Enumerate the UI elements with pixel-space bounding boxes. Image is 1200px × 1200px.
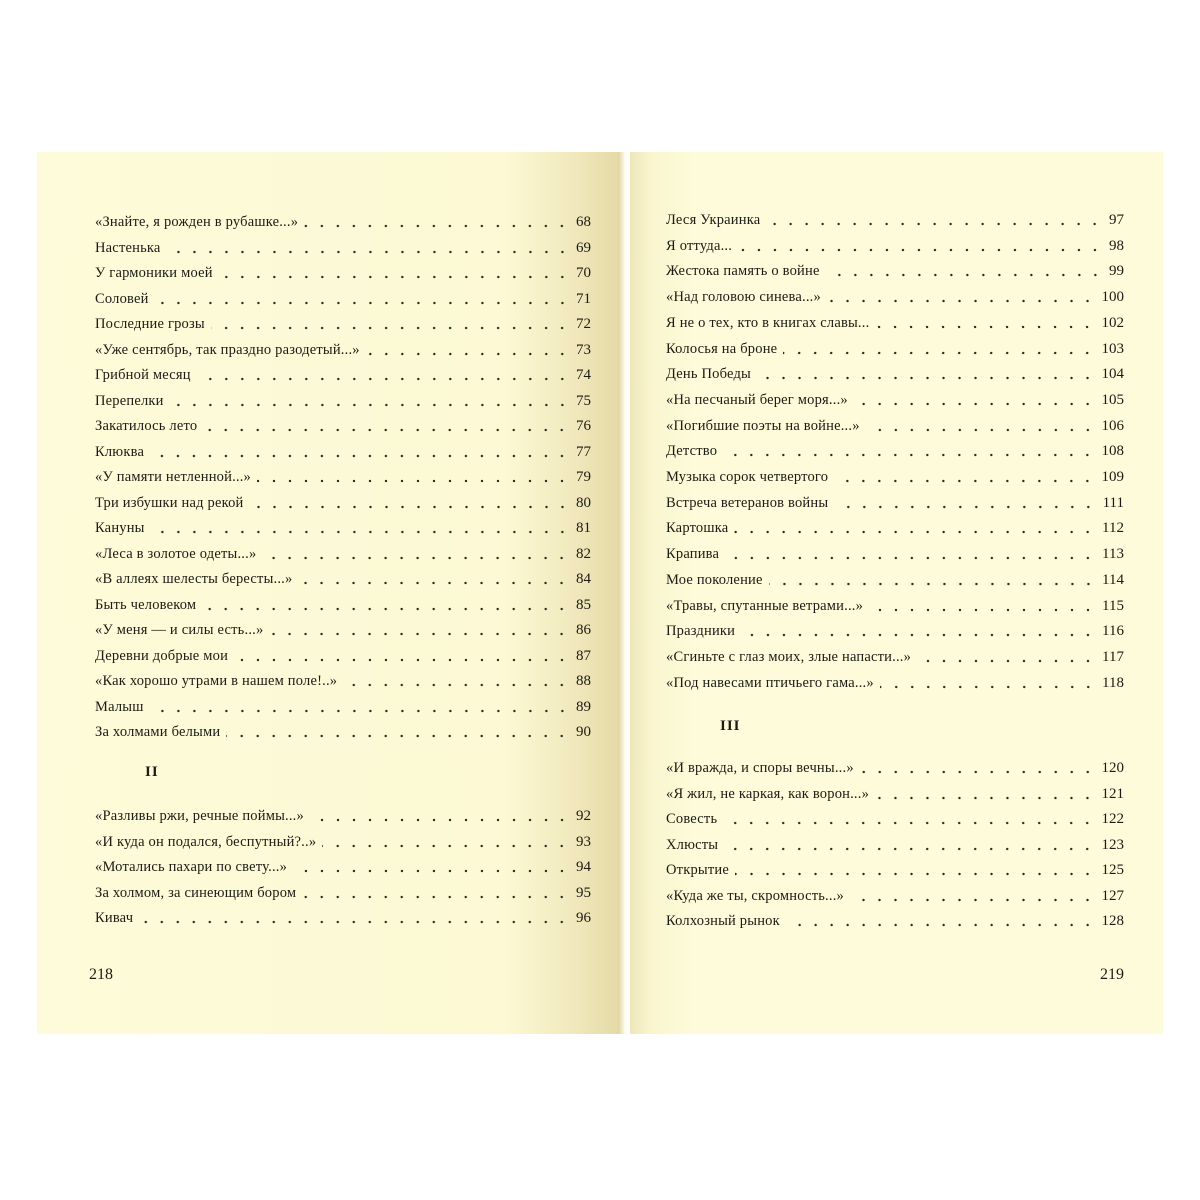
toc-entry [666, 911, 1124, 931]
toc-entry [666, 544, 1124, 564]
toc-entry-page-number: 97 [1109, 212, 1124, 228]
toc-entry-page-number: 127 [1101, 887, 1124, 904]
toc-entry [95, 263, 591, 283]
toc-entry-page-number: 116 [1102, 623, 1124, 640]
toc-entry-title: Колосья на броне [666, 340, 778, 357]
toc-entry [666, 467, 1124, 487]
dot-leader [917, 659, 1096, 663]
toc-entry-page-number: 111 [1102, 494, 1124, 511]
toc-entry-title: Кануны [95, 520, 145, 536]
toc-entry-page-number: 125 [1101, 862, 1124, 878]
section-heading-ii: II [145, 764, 159, 780]
dot-leader [219, 275, 570, 279]
toc-entry-title: Картошка [666, 520, 729, 537]
dot-leader [155, 301, 570, 305]
toc-entry-title: Леся Украинка [666, 212, 761, 228]
toc-entry-page-number: 94 [576, 859, 591, 875]
toc-entry-title: Хлюсты [666, 836, 719, 853]
toc-entry [95, 391, 591, 411]
toc-entry-page-number: 118 [1102, 674, 1124, 691]
toc-entry [666, 339, 1124, 359]
toc-entry-page-number: 117 [1102, 648, 1124, 665]
toc-entry-page-number: 71 [576, 290, 591, 307]
toc-entry-page-number: 103 [1101, 340, 1124, 357]
dot-leader [757, 376, 1096, 380]
dot-leader [850, 898, 1096, 902]
toc-entry-page-number: 121 [1101, 785, 1124, 802]
toc-entry-page-number: 122 [1101, 811, 1124, 827]
toc-entry-page-number: 128 [1101, 913, 1124, 929]
toc-entry [95, 442, 591, 462]
toc-entry [666, 518, 1124, 538]
toc-entry [95, 416, 591, 436]
toc-entry [95, 365, 591, 385]
toc-entry-title: Встреча ветеранов войны [666, 494, 829, 511]
toc-entry [666, 621, 1124, 641]
toc-entry-title: Музыка сорок четвертого [666, 469, 829, 485]
dot-leader [869, 608, 1096, 612]
toc-entry-page-number: 72 [576, 316, 591, 332]
toc-entry-page-number: 74 [576, 367, 591, 383]
toc-entry [666, 758, 1124, 778]
toc-entry-title: Детство [666, 443, 718, 460]
toc-entry-page-number: 85 [576, 596, 591, 613]
dot-leader [304, 224, 570, 228]
dot-leader [226, 734, 570, 738]
toc-entry-page-number: 98 [1109, 237, 1124, 254]
toc-entry-page-number: 75 [576, 392, 591, 409]
toc-entry [666, 809, 1124, 829]
toc-entry [95, 697, 591, 717]
toc-entry-title: «Уже сентябрь, так праздно разодетый...» [95, 341, 360, 358]
toc-entry [95, 908, 591, 928]
toc-entry [666, 287, 1124, 307]
dot-leader [234, 658, 570, 662]
toc-entry [95, 806, 591, 826]
toc-entry-title: «В аллеях шелесты бересты...» [95, 571, 293, 587]
page-number-left: 218 [89, 966, 113, 983]
toc-entry-title: Настенька [95, 239, 161, 256]
toc-entry-page-number: 102 [1101, 314, 1124, 331]
toc-entry [95, 722, 591, 742]
toc-entry [666, 860, 1124, 880]
dot-leader [150, 709, 570, 713]
toc-entry [95, 620, 591, 640]
dot-leader [150, 454, 570, 458]
toc-entry-title: «Травы, спутанные ветрами...» [666, 597, 864, 614]
toc-entry [666, 390, 1124, 410]
toc-entry-title: «Над головою синева...» [666, 289, 821, 306]
toc-entry-title: «И вражда, и споры вечны...» [666, 760, 854, 776]
toc-entry-title: За холмами белыми [95, 724, 221, 740]
toc-entry [95, 493, 591, 513]
toc-entry-title: «У меня — и силы есть...» [95, 622, 264, 638]
toc-entry-page-number: 109 [1101, 469, 1124, 485]
toc-entry-page-number: 99 [1109, 263, 1124, 280]
section-heading-iii: III [720, 718, 741, 734]
toc-entry [666, 673, 1124, 693]
toc-entry [95, 340, 591, 360]
toc-entry [666, 570, 1124, 590]
dot-leader [786, 923, 1096, 927]
toc-entry-page-number: 113 [1102, 546, 1124, 563]
dot-leader [151, 530, 570, 534]
toc-entry [666, 261, 1124, 281]
toc-entry-page-number: 90 [576, 724, 591, 740]
toc-entry [95, 569, 591, 589]
toc-entry-title: Совесть [666, 811, 718, 827]
toc-entry [95, 646, 591, 666]
dot-leader [298, 581, 570, 585]
toc-entry-title: «Как хорошо утрами в нашем поле!..» [95, 673, 338, 689]
dot-leader [827, 299, 1096, 303]
toc-entry-page-number: 92 [576, 808, 591, 824]
dot-leader [738, 248, 1103, 252]
dot-leader [203, 428, 570, 432]
toc-entry-title: «Сгиньте с глаз моих, злые напасти...» [666, 648, 912, 665]
toc-entry-page-number: 84 [576, 571, 591, 587]
toc-entry-title: «Мотались пахари по свету...» [95, 859, 288, 875]
toc-entry-page-number: 70 [576, 265, 591, 281]
right-page [630, 152, 1163, 1034]
dot-leader [866, 428, 1096, 432]
toc-entry-title: Открытие [666, 862, 729, 878]
dot-leader [322, 844, 570, 848]
dot-leader [257, 479, 570, 483]
toc-entry-title: Праздники [666, 623, 736, 640]
toc-entry-title: «Леса в золотое одеты...» [95, 545, 257, 562]
toc-entry-page-number: 87 [576, 647, 591, 664]
dot-leader [723, 453, 1095, 457]
dot-leader [197, 377, 570, 381]
toc-entry [666, 236, 1124, 256]
toc-entry-title: «Под навесами птичьего гама...» [666, 674, 874, 691]
toc-entry-title: Жестока память о войне [666, 263, 820, 280]
dot-leader [170, 403, 570, 407]
toc-entry [666, 784, 1124, 804]
toc-entry-page-number: 86 [576, 622, 591, 638]
dot-leader [875, 325, 1095, 329]
toc-entry-title: Перепелки [95, 392, 164, 409]
toc-entry-page-number: 88 [576, 673, 591, 689]
toc-entry-title: «Знайте, я рожден в рубашке...» [95, 214, 299, 230]
toc-entry [666, 210, 1124, 230]
toc-entry-title: «Погибшие поэты на войне...» [666, 417, 860, 434]
toc-entry [95, 314, 591, 334]
toc-entry-page-number: 100 [1101, 289, 1124, 306]
toc-entry-page-number: 114 [1102, 571, 1124, 588]
toc-entry [95, 595, 591, 615]
toc-entry-page-number: 112 [1102, 520, 1124, 537]
toc-entry [666, 596, 1124, 616]
dot-leader [167, 250, 570, 254]
toc-entry-title: Крапива [666, 546, 720, 563]
dot-leader [343, 683, 570, 687]
left-page [37, 152, 620, 1034]
dot-leader [366, 352, 570, 356]
toc-entry [666, 364, 1124, 384]
toc-entry-page-number: 120 [1101, 760, 1124, 776]
dot-leader [875, 796, 1095, 800]
dot-leader [211, 326, 570, 330]
dot-leader [723, 821, 1095, 825]
dot-leader [250, 505, 571, 509]
toc-entry-page-number: 96 [576, 910, 591, 926]
toc-entry-page-number: 80 [576, 494, 591, 511]
toc-entry [666, 647, 1124, 667]
toc-entry-title: Быть человеком [95, 596, 197, 613]
dot-leader [834, 505, 1096, 509]
dot-leader [741, 633, 1096, 637]
dot-leader [854, 402, 1096, 406]
dot-leader [880, 685, 1096, 689]
dot-leader [202, 607, 570, 611]
toc-entry-title: День Победы [666, 366, 751, 383]
dot-leader [834, 479, 1095, 483]
dot-leader [783, 351, 1095, 355]
toc-entry-page-number: 76 [576, 418, 591, 434]
toc-entry-title: Грибной месяц [95, 367, 191, 383]
toc-entry [666, 441, 1124, 461]
dot-leader [826, 273, 1103, 277]
dot-leader [725, 556, 1096, 560]
toc-entry [95, 467, 591, 487]
toc-entry-page-number: 79 [576, 469, 591, 485]
toc-entry-page-number: 68 [576, 214, 591, 230]
toc-entry-title: «На песчаный берег моря...» [666, 391, 848, 408]
toc-entry [666, 416, 1124, 436]
toc-entry [95, 883, 591, 903]
toc-entry-page-number: 95 [576, 884, 591, 901]
dot-leader [262, 556, 570, 560]
dot-leader [139, 920, 570, 924]
toc-entry-page-number: 104 [1101, 366, 1124, 383]
dot-leader [769, 582, 1096, 586]
dot-leader [724, 847, 1095, 851]
toc-entry [95, 857, 591, 877]
toc-entry-page-number: 123 [1101, 836, 1124, 853]
toc-entry [95, 212, 591, 232]
toc-entry-title: Мое поколение [666, 571, 763, 588]
toc-entry-page-number: 69 [576, 239, 591, 256]
toc-entry-title: Закатилось лето [95, 418, 198, 434]
toc-entry-title: «Я жил, не каркая, как ворон...» [666, 785, 870, 802]
toc-entry-title: «И куда он подался, беспутный?..» [95, 833, 317, 850]
dot-leader [735, 872, 1096, 876]
dot-leader [310, 818, 570, 822]
toc-entry-page-number: 73 [576, 341, 591, 358]
toc-entry [95, 238, 591, 258]
toc-entry-page-number: 89 [576, 698, 591, 715]
toc-entry-page-number: 77 [576, 443, 591, 460]
toc-entry-title: «Куда же ты, скромность...» [666, 887, 844, 904]
toc-entry-page-number: 106 [1101, 417, 1124, 434]
toc-entry-title: Последние грозы [95, 316, 205, 332]
toc-entry-title: Я не о тех, кто в книгах славы... [666, 314, 870, 331]
toc-entry-title: Клюква [95, 443, 145, 460]
toc-entry [95, 544, 591, 564]
dot-leader [269, 632, 570, 636]
toc-entry [666, 886, 1124, 906]
toc-entry-title: «Разливы ржи, речные поймы...» [95, 808, 304, 824]
dot-leader [293, 869, 570, 873]
dot-leader [860, 770, 1096, 774]
toc-entry-title: Я оттуда... [666, 237, 733, 254]
toc-entry-page-number: 93 [576, 833, 591, 850]
toc-entry [666, 493, 1124, 513]
page-number-right: 219 [1100, 966, 1124, 983]
toc-entry-page-number: 82 [576, 545, 591, 562]
toc-entry-title: Деревни добрые мои [95, 647, 229, 664]
toc-entry-page-number: 105 [1101, 391, 1124, 408]
toc-entry [666, 835, 1124, 855]
toc-entry-title: У гармоники моей [95, 265, 213, 281]
toc-entry-page-number: 108 [1101, 443, 1124, 460]
toc-entry [666, 313, 1124, 333]
toc-entry [95, 832, 591, 852]
dot-leader [302, 895, 570, 899]
dot-leader [734, 530, 1096, 534]
toc-entry-page-number: 81 [576, 520, 591, 536]
toc-entry-title: Колхозный рынок [666, 913, 780, 929]
toc-entry-title: Малыш [95, 698, 144, 715]
toc-entry-title: «У памяти нетленной...» [95, 469, 252, 485]
toc-entry-title: За холмом, за синеющим бором [95, 884, 297, 901]
toc-entry-title: Кивач [95, 910, 134, 926]
toc-entry [95, 289, 591, 309]
toc-entry [95, 518, 591, 538]
toc-entry [95, 671, 591, 691]
toc-entry-title: Три избушки над рекой [95, 494, 244, 511]
toc-entry-title: Соловей [95, 290, 149, 307]
toc-entry-page-number: 115 [1102, 597, 1124, 614]
dot-leader [766, 222, 1103, 226]
